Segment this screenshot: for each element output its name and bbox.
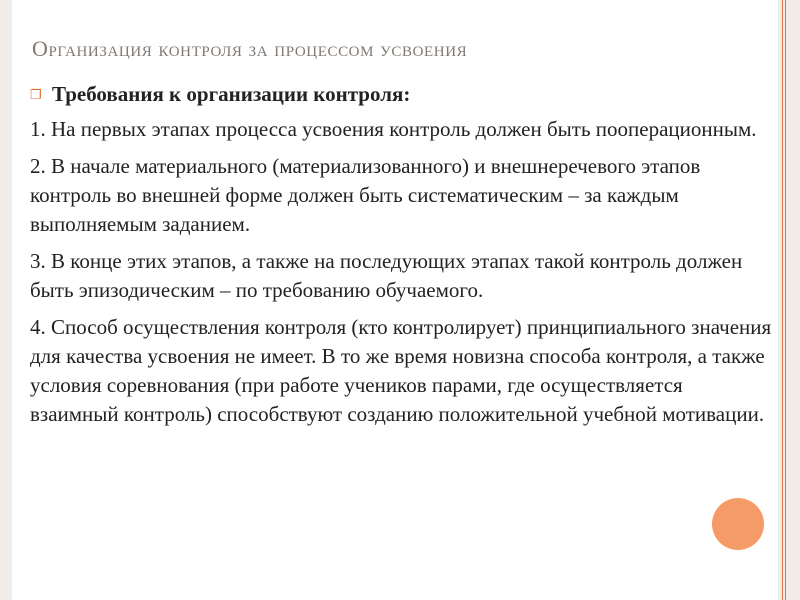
requirement-item-3: 3. В конце этих этапов, а также на последующих этапах такой контроль должен быть эпизодическим – по требованию обучаемого. — [30, 249, 743, 302]
requirements-heading — [30, 82, 775, 107]
slide-title: Организация контроля за процессом усвоения — [32, 36, 468, 61]
right-frame-accent-line — [782, 0, 786, 600]
requirement-item-4: 4. Способ осуществления контроля (кто контролирует) принципиального значения для качества усвоения не имеет. В то же время новизна способа контроля, а также условия соревнования (при работе учеников парами, где осуществляется взаимный контроль) способствуют созданию положительной учебной мотивации. — [30, 315, 772, 426]
left-frame-border — [0, 0, 12, 600]
square-bullet-icon: ❐ — [30, 86, 42, 102]
requirement-item-1: 1. На первых этапах процесса усвоения контроль должен быть пооперационным. — [30, 117, 757, 141]
requirements-heading-text: Требования к организации контроля: — [52, 82, 411, 106]
requirement-item-2: 2. В начале материального (материализованного) и внешнеречевого этапов контроль во внешней форме должен быть систематическим – за каждым выполняемым заданием. — [30, 154, 701, 236]
decorative-orange-circle — [712, 498, 764, 550]
slide-content — [30, 82, 775, 437]
